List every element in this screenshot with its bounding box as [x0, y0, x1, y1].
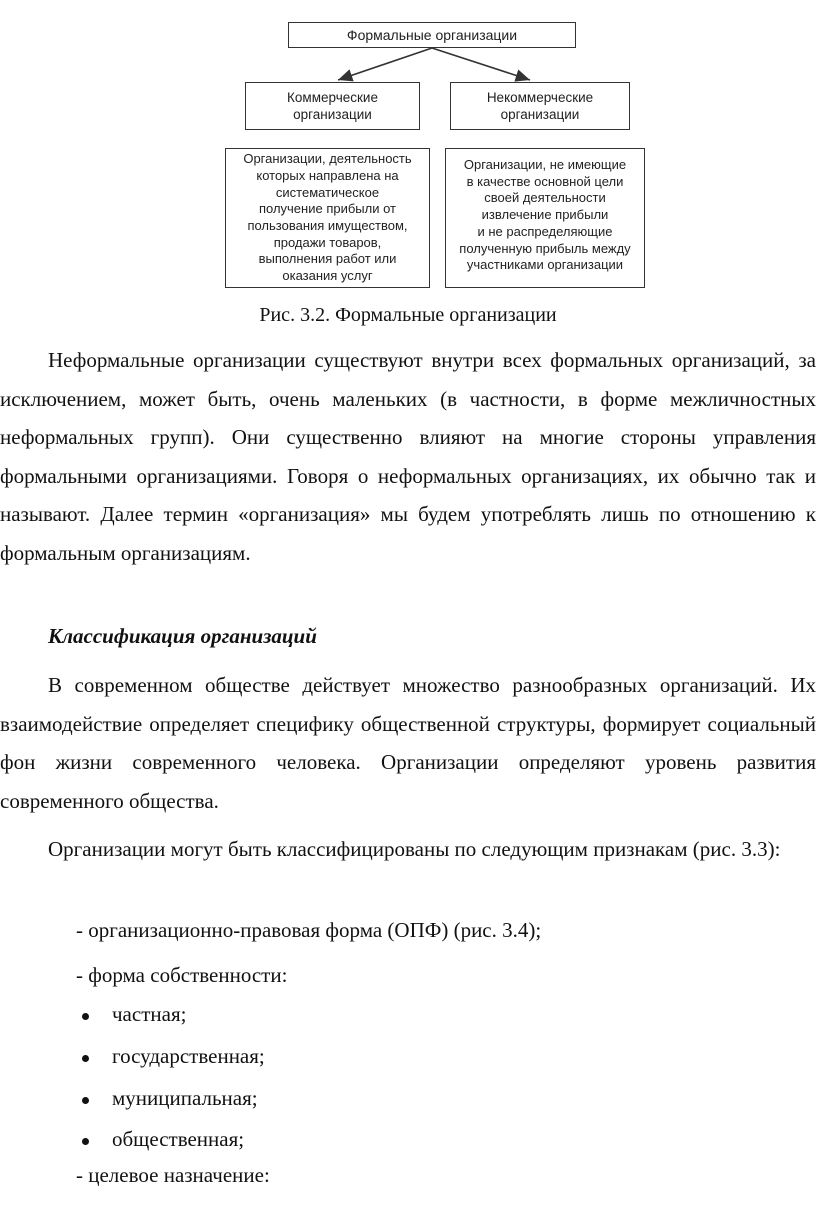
formal-org-box [288, 22, 576, 48]
bullet-icon [82, 1138, 89, 1145]
list-item-ownership: - форма собственности: [76, 963, 288, 987]
noncommercial-org-box [450, 82, 630, 130]
list-item-purpose: - целевое назначение: [76, 1163, 270, 1187]
commercial-desc-text: Организации, деятельность которых направлена на систематическое получение прибыли от пользования имуществом, продажи товаров, выполнения работ или оказания услуг [243, 151, 412, 284]
bullet-icon [82, 1097, 89, 1104]
figure-caption: Рис. 3.2. Формальные организации [259, 304, 557, 326]
paragraph-informal-orgs-text: Неформальные организации существуют внутри всех формальных организаций, за исключением, может быть, очень маленьких (в частности, в форме межличностных неформальных групп). Они существенно влияют на многие стороны управления формальными организациями. Говоря о неформальных организациях, их обычно так и называют. Далее термин «организация» мы будем употреблять лишь по отношению к формальным организациям. [0, 348, 816, 565]
bullet-text: муниципальная; [112, 1086, 258, 1110]
noncommercial-desc-text: Организации, не имеющие в качестве основной цели своей деятельности извлечение прибыли и не распределяющие полученную прибыль между участниками организации [459, 157, 631, 273]
section-heading: Классификация организаций [48, 624, 317, 648]
formal-org-label: Формальные организации [346, 26, 518, 43]
paragraph-classification-text: Организации могут быть классифицированы по следующим признакам (рис. 3.3): [48, 837, 781, 861]
commercial-org-box [245, 82, 420, 130]
arrow-to-noncommercial [432, 48, 530, 80]
org-diagram [0, 0, 816, 300]
commercial-org-label: Коммерческие организации [287, 90, 378, 122]
paragraph-modern-society-text: В современном обществе действует множество разнообразных организаций. Их взаимодействие определяет специфику общественной структуры, формирует социальный фон жизни современного человека. Организации определяют уровень развития современного общества. [0, 673, 816, 813]
commercial-desc-box [225, 148, 430, 288]
paragraph-informal-orgs [0, 341, 816, 572]
bullet-icon [82, 1013, 89, 1020]
bullet-text: государственная; [112, 1044, 265, 1068]
noncommercial-desc-box [445, 148, 645, 288]
paragraph-classification [0, 830, 816, 869]
noncommercial-org-label: Некоммерческие организации [486, 90, 594, 122]
list-item-legal-form: - организационно-правовая форма (ОПФ) (рис. 3.4); [76, 918, 542, 942]
bullet-icon [82, 1055, 89, 1062]
paragraph-modern-society [0, 666, 816, 820]
arrow-to-commercial [338, 48, 432, 80]
bullet-text: частная; [112, 1002, 187, 1026]
bullet-text: общественная; [112, 1127, 245, 1151]
